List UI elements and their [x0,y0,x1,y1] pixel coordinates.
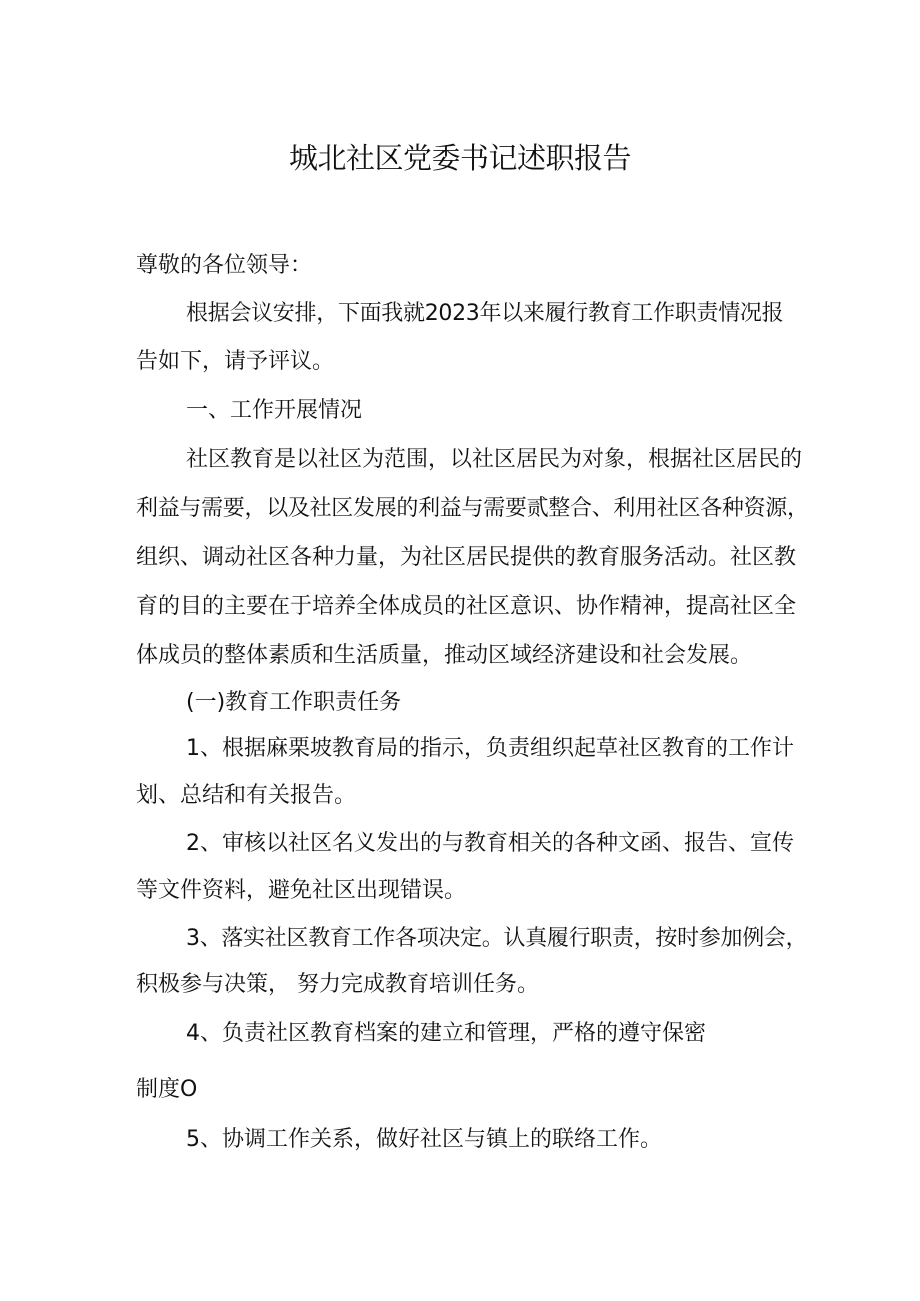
subsection-heading: (一)教育工作职责任务 [186,690,402,715]
list-item-line: 3、落实社区教育工作各项决定。认真履行职责，按时参加例会， [186,926,808,951]
list-item-line: 等文件资料，避免社区出现错误。 [136,878,467,903]
document-title: 城北社区党委书记述职报告 [288,141,631,175]
body-line: 社区教育是以社区为范围，以社区居民为对象，根据社区居民的 [186,447,803,472]
list-item-line: 4、负责社区教育档案的建立和管理，严格的遵守保密 [186,1021,706,1046]
body-line: 育的目的主要在于培养全体成员的社区意识、协作精神，提高社区全 [136,594,797,619]
list-item-line: 积极参与决策， 努力完成教育培训任务。 [136,972,539,997]
salutation-line: 尊敬的各位领导： [136,253,313,278]
list-item-line: 划、总结和有关报告。 [136,783,357,808]
list-item-line: 制度O [136,1077,198,1102]
list-item-line: 5、协调工作关系，做好社区与镇上的联络工作。 [186,1127,662,1152]
body-line: 利益与需要，以及社区发展的利益与需要贰整合、利用社区各种资源， [136,496,809,521]
list-item-line: 2、审核以社区名义发出的与教育相关的各种文函、报告、宣传 [186,831,794,856]
body-line: 体成员的整体素质和生活质量，推动区域经济建设和社会发展。 [136,643,753,668]
body-line: 告如下，请予评议。 [136,349,335,374]
body-line: 根据会议安排，下面我就2023年以来履行教育工作职责情况报 [186,301,784,326]
section-heading: 一、工作开展情况 [186,398,363,423]
list-item-line: 1、根据麻栗坡教育局的指示，负责组织起草社区教育的工作计 [186,736,794,761]
body-line: 组织、调动社区各种力量，为社区居民提供的教育服务活动。社区教 [136,545,797,570]
